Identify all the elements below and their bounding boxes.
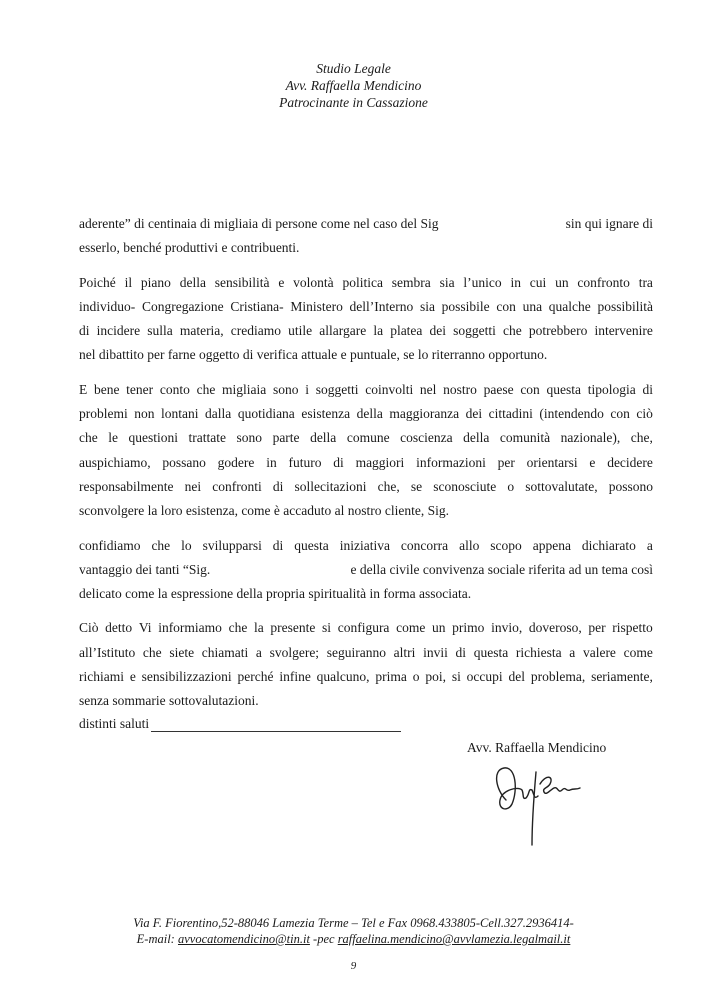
text-line: E bene tener conto che migliaia sono i soggetti coinvolti nel nostro paese con questa tipologia di [79,381,653,397]
handwritten-signature [488,760,598,850]
text-line: Ciò detto Vi informiamo che la presente si configura come un primo invio, doveroso, per rispetto [79,620,653,636]
text-line: che le questioni trattate sono parte della comune coscienza della comunità nazionale), che, [79,430,653,446]
paragraph-4 [79,534,653,607]
letterhead-qualification: Patrocinante in Cassazione [279,95,428,110]
page-number: 9 [350,960,357,972]
text-line: Poiché il piano della sensibilità e volontà politica sembra sia l’unico in cui un confronto tra [79,274,653,290]
paragraph-3 [79,378,653,524]
paragraph-1 [79,212,653,261]
letterhead-firm: Studio Legale [316,61,391,76]
text-line: di incidere sulla materia, crediamo utile allargare la platea dei soggetti che potrebbero intervenire [79,323,653,339]
letterhead [0,60,707,111]
closing [79,716,401,732]
email-link[interactable]: avvocatomendicino@tin.it [177,932,310,946]
text-line: problemi non lontani dalla quotidiana esistenza della maggioranza dei cittadini (intendendo con ciò [79,406,653,422]
text-line: esserlo, benché produttivi e contribuenti. [79,240,300,256]
paragraph-2 [79,271,653,368]
pec-email-link[interactable]: raffaelina.mendicino@avvlamezia.legalmail.it [337,932,571,946]
text-line: vantaggio dei tanti “Sig. e della civile convivenza sociale riferita ad un tema così [79,561,653,577]
footer-contacts: E-mail: avvocatomendicino@tin.it -pec raffaelina.mendicino@avvlamezia.legalmail.it [136,932,571,946]
text-line: delicato come la espressione della propria spiritualità in forma associata. [79,586,472,602]
letter-body [79,212,653,724]
text-line: auspichiamo, possano godere in futuro di maggiori informazioni per orientarsi e decidere [79,454,653,470]
text-line: responsabilmente nei confronti di sollecitazioni che, se sconosciute o sottovalutate, possono [79,478,653,494]
letterhead-lawyer: Avv. Raffaella Mendicino [285,78,422,93]
letterhead-footer [0,915,707,947]
closing-underline [151,717,401,732]
text-line: senza sommarie sottovalutazioni. [79,693,259,709]
text-line: confidiamo che lo svilupparsi di questa iniziativa concorra allo scopo appena dichiarato a [79,537,653,553]
text-line: nel dibattito per farne oggetto di verifica attuale e puntuale, se lo riterranno opportuno. [79,347,548,363]
footer-address: Via F. Fiorentino,52-88046 Lamezia Terme – Tel e Fax 0968.433805-Cell.327.2936414- [133,916,574,930]
text-line: individuo- Congregazione Cristiana- Ministero dell’Interno sia possibile con una qualche possibilità [79,298,653,314]
paragraph-5 [79,616,653,713]
text-line: aderente” di centinaia di migliaia di persone come nel caso del Sig sin qui ignare di [79,216,653,231]
text-line: sconvolgere la loro esistenza, come è accaduto al nostro cliente, Sig. [79,503,449,519]
signatory-name: Avv. Raffaella Mendicino [467,740,607,755]
text-line: richiami e sensibilizzazioni perché infine qualcuno, prima o poi, si occupi del problema, seriamente, [79,669,653,685]
closing-text: distinti saluti [79,716,150,731]
text-line: all’Istituto che siete chiamati a svolgere; seguiranno altri invii di questa richiesta a valere come [79,644,653,660]
